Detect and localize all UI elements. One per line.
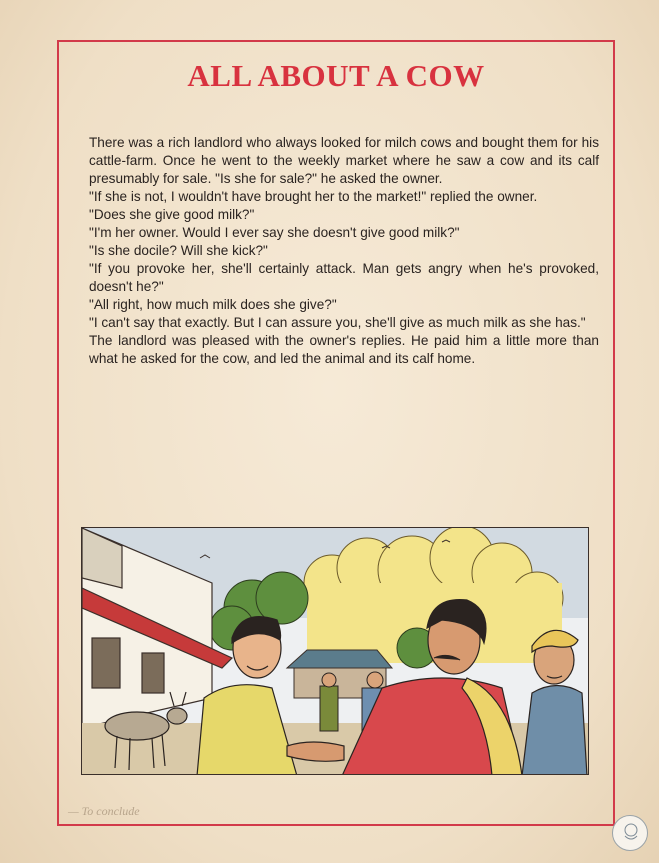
- paragraph: "Does she give good milk?": [89, 207, 255, 222]
- paragraph: "If you provoke her, she'll certainly attack. Man gets angry when he's provoked, doesn't he?": [89, 261, 599, 294]
- paragraph: "If she is not, I wouldn't have brought her to the market!" replied the owner.: [89, 189, 538, 204]
- story-body: [89, 134, 599, 368]
- paragraph: "I'm her owner. Would I ever say she doesn't give good milk?": [89, 225, 460, 240]
- paragraph: The landlord was pleased with the owner's replies. He paid him a little more than what he asked for the cow, and led the animal and its calf home.: [89, 333, 599, 366]
- paragraph: "All right, how much milk does she give?": [89, 297, 337, 312]
- paragraph: There was a rich landlord who always looked for milch cows and bought them for his cattle-farm. Once he went to the weekly market where he saw a cow and its calf presumably for sale. "Is she for sale?" he asked the owner.: [89, 135, 599, 186]
- paragraph: "Is she docile? Will she kick?": [89, 243, 268, 258]
- continued-note: — To conclude: [68, 804, 140, 818]
- watermark-seal: [612, 815, 648, 851]
- paragraph: "I can't say that exactly. But I can assure you, she'll give as much milk as she has.": [89, 315, 586, 330]
- market-scene-illustration: [81, 527, 589, 775]
- story-title: ALL ABOUT A COW: [187, 58, 485, 93]
